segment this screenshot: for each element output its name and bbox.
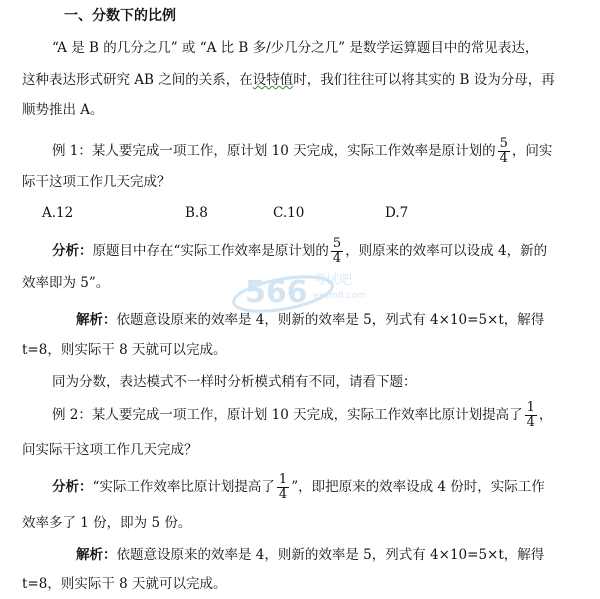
intro-line-2 — [22, 70, 600, 90]
solution2-line-2: t=8，则实际干 8 天就可以完成。 — [22, 576, 227, 592]
analysis2-text-b: ”，即把原来的效率设成 4 份时，实际工作 — [291, 479, 545, 495]
fraction-numerator: 1 — [526, 400, 535, 415]
option-b: B.8 — [185, 205, 208, 221]
analysis2-line-1 — [52, 470, 600, 504]
intro-text-b: 时，我们往往可以将其实的 B 设为分母，再 — [293, 72, 555, 88]
analysis-label: 分析： — [52, 243, 93, 259]
special-value-term: 设特值 — [252, 72, 294, 88]
analysis1-line-2: 效率即为 5”。 — [22, 275, 110, 291]
watermark-en: exam8.com — [313, 291, 366, 301]
example2-line-2: 问实际干这项工作几天完成？ — [22, 442, 198, 458]
analysis1-text-b: ，则原来的效率可以设成 4，新的 — [345, 243, 548, 259]
fraction — [525, 401, 537, 430]
example1-options — [0, 203, 600, 223]
section-heading: 一、分数下的比例 — [64, 8, 176, 24]
example1-text-a: 例 1：某人要完成一项工作，原计划 10 天完成，实际工作效率是原计划的 — [52, 143, 496, 159]
fraction-denominator: 4 — [278, 487, 288, 502]
option-d: D.7 — [385, 205, 409, 221]
intro-line-1: “A 是 B 的几分之几” 或 “A 比 B 多/少几分之几” 是数学运算题目中的常见表达， — [52, 40, 539, 56]
fraction-numerator: 5 — [499, 136, 508, 151]
solution1-line-1 — [76, 310, 600, 330]
fraction — [498, 137, 510, 166]
analysis1-text-a: 原题目中存在“实际工作效率是原计划的 — [92, 243, 329, 259]
solution-label: 解析： — [76, 547, 117, 563]
fraction-numerator: 1 — [278, 472, 288, 487]
solution1-text: 依题意设原来的效率是 4，则新的效率是 5，列式有 4×10=5×t，解得 — [116, 312, 545, 328]
analysis2-line-2: 效率多了 1 份，即为 5 份。 — [22, 515, 192, 531]
intro-line-3: 顺势推出 A。 — [22, 102, 104, 118]
intro-text-a: 这种表达形式研究 AB 之间的关系，在 — [22, 72, 253, 88]
example2-text-b: ， — [538, 407, 553, 423]
example1-line-2: 际干这项工作几天完成？ — [22, 174, 171, 190]
watermark-cn: 考试吧 — [313, 273, 353, 288]
example2-text-a: 例 2：某人要完成一项工作，原计划 10 天完成，实际工作效率比原计划提高了 — [52, 407, 523, 423]
option-c: C.10 — [273, 205, 305, 221]
watermark-number: 566 — [245, 275, 308, 310]
solution2-line-1 — [76, 545, 600, 565]
option-a: A.12 — [42, 205, 74, 221]
transition-line: 同为分数，表达模式不一样时分析模式稍有不同，请看下题： — [52, 374, 417, 390]
fraction-denominator: 4 — [526, 415, 535, 430]
example2-line-1 — [52, 398, 600, 432]
solution-label: 解析： — [76, 312, 117, 328]
fraction-denominator: 4 — [499, 151, 508, 166]
fraction — [277, 473, 289, 502]
solution1-line-2: t=8，则实际干 8 天就可以完成。 — [22, 342, 227, 358]
analysis2-text-a: “实际工作效率比原计划提高了 — [92, 479, 275, 495]
analysis-label: 分析： — [52, 479, 93, 495]
example1-line-1 — [52, 134, 600, 168]
solution2-text: 依题意设原来的效率是 4，则新的效率是 5，列式有 4×10=5×t，解得 — [116, 547, 545, 563]
fraction-numerator: 5 — [332, 236, 342, 251]
example1-text-b: ，问实 — [511, 143, 553, 159]
fraction-denominator: 4 — [332, 251, 342, 266]
